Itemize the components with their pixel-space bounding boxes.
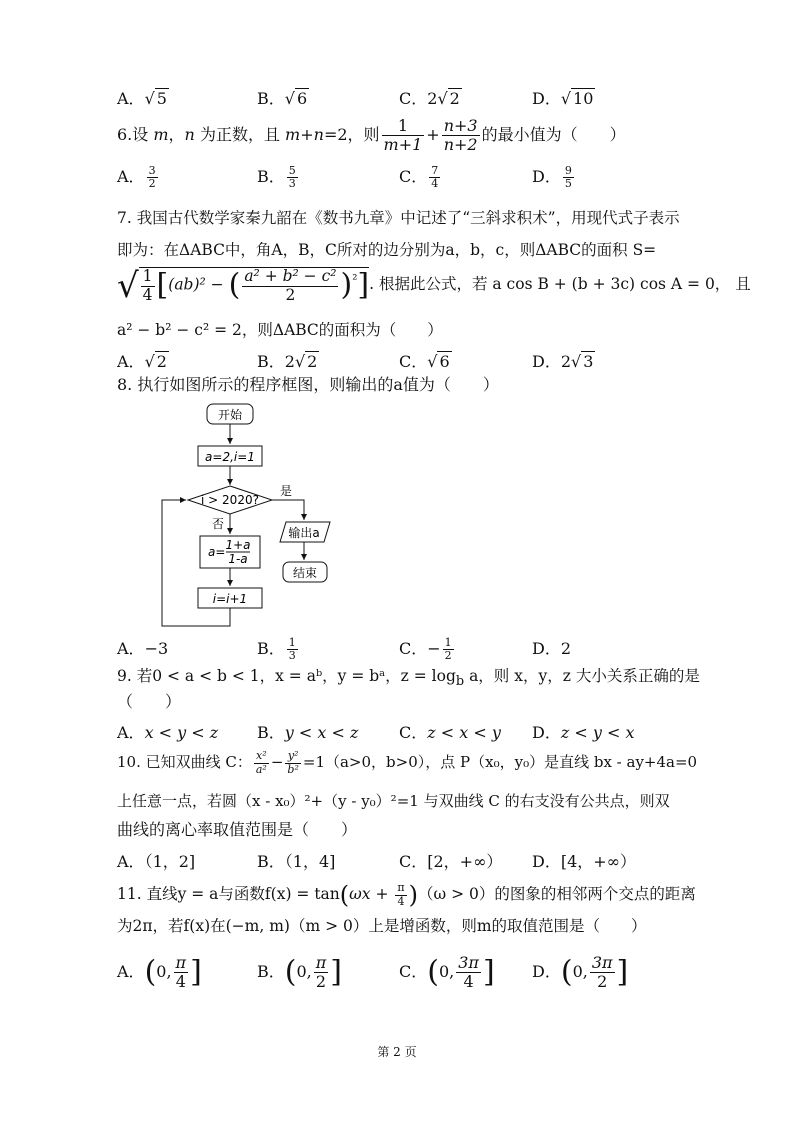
q10-option-a: A．（1，2] — [117, 852, 196, 871]
q5-option-c: C．2√ 2 — [399, 89, 460, 108]
q10-stem-3: 曲线的离心率取值范围是（ ） — [117, 820, 358, 839]
flow-start-label: 开始 — [217, 408, 243, 422]
q7-option-b: B．2√ 2 — [257, 352, 318, 371]
q6-options — [117, 164, 717, 194]
q10-options — [117, 849, 717, 873]
q9-options — [117, 720, 717, 744]
q11-option-c: C．(0, $\frac{3\pi}{4}$ ] — [399, 953, 495, 991]
q6-option-a: A． $\frac{3}{2}$ — [117, 163, 156, 190]
q9-option-b: B．y < x < z — [257, 723, 359, 742]
q9-option-d: D．z < y < x — [532, 723, 635, 742]
q6-stem: 6.设 m，n 为正数，且 m+n=2，则 $\frac{1}{m+1}$ + $\frac{n+3}{n+2}$ 的最小值为（ ） — [117, 116, 626, 154]
q7-line-2: 即为：在ΔABC中，角A，B，C所对的边分别为a，b，c，则ΔABC的面积 S= — [117, 241, 657, 259]
flow-incr-label: i=i+1 — [212, 592, 248, 606]
q7-formula: √ $\frac{1}{4}$ [(ab)² − ( $\frac{\text{a² + b² − c²}}{2}$ )$^{^2}$] — [117, 265, 370, 306]
q7-option-d: D．2√ 3 — [532, 352, 594, 371]
q7-line-1: 7. 我国古代数学家秦九韶在《数书九章》中记述了“三斜求积术”，用现代式子表示 — [117, 209, 680, 227]
page-number: 第 2 页 — [377, 1045, 417, 1059]
flow-end-label: 结束 — [292, 566, 318, 580]
q11-options — [117, 950, 717, 994]
flow-output-label: 输出a — [288, 526, 320, 540]
q9-stem-2: （ ） — [117, 692, 182, 711]
flow-assign-num: 1+a — [225, 538, 251, 552]
q5-option-a: A．√ 5 — [117, 89, 167, 108]
q8-flowchart — [150, 398, 350, 630]
q10-option-d: D．[4，+∞） — [532, 852, 637, 871]
q6-option-b: B． $\frac{5}{3}$ — [257, 163, 296, 190]
q8-stem: 8. 执行如图所示的程序框图，则输出的a值为（ ） — [117, 375, 499, 394]
q7-options — [117, 349, 717, 373]
flow-no-label: 否 — [212, 517, 225, 531]
q7-option-c: C．√ 6 — [399, 352, 450, 371]
q8-option-d: D．2 — [532, 639, 572, 658]
q5-options — [117, 86, 717, 110]
q5-option-d: D．√ 10 — [532, 89, 594, 108]
q10-stem-1: 10. 已知双曲线 C： $\frac{\text{x²}}{\text{a²}}$ − $\frac{\text{y²}}{\text{b²}}$ =1（a>0，b>0），点 P（x₀，y₀）是直线 bx - ay+4a=0 — [117, 749, 698, 776]
q11-stem-1: 11. 直线y = a与函数f(x) = tan(ωx + $\frac{\pi}{4}$ )（ω > 0）的图象的相邻两个交点的距离 — [117, 881, 696, 909]
q9-option-a: A．x < y < z — [117, 723, 219, 742]
q10-option-b: B．（1，4] — [257, 852, 336, 871]
q8-options — [117, 636, 717, 666]
q11-option-d: D．(0, $\frac{3\pi}{2}$ ] — [532, 953, 629, 991]
q8-option-b: B． $\frac{1}{3}$ — [257, 635, 296, 662]
q11-option-a: A．(0, $\frac{\pi}{4}$ ] — [117, 953, 202, 991]
q11-stem-2: 为2π，若f(x)在(−m, m)（m > 0）上是增函数，则m的取值范围是（ ） — [117, 917, 647, 935]
q10-stem-2: 上任意一点，若圆（x - x₀）²+（y - y₀）²=1 与双曲线 C 的右支没有公共点，则双 — [117, 792, 670, 810]
q7-formula-line: √ $\frac{1}{4}$ [(ab)² − ( $\frac{\text{a² + b² − c²}}{2}$ )$^{^2}$]. 根据此公式，若 a cos B + (b + 3c) cos A = 0， 且 — [117, 258, 697, 310]
flow-yes-label: 是 — [280, 484, 293, 498]
q6-option-d: D． $\frac{9}{5}$ — [532, 163, 572, 190]
flow-decision-label: i > 2020? — [201, 493, 259, 507]
q9-option-c: C．z < x < y — [399, 723, 501, 742]
q9-stem-1: 9. 若0 < a < b < 1，x = aᵇ，y = bᵃ，$z = \log_b a$，则 x，y，z 大小关系正确的是 — [117, 667, 700, 690]
q10-option-c: C．[2，+∞） — [399, 852, 503, 871]
flow-assign-den: 1-a — [228, 552, 248, 566]
q8-option-a: A．−3 — [117, 639, 169, 658]
flow-init-label: a=2,i=1 — [205, 450, 255, 464]
q6-option-c: C． $\frac{7}{4}$ — [399, 163, 439, 190]
q8-option-c: C．− $\frac{1}{2}$ — [399, 635, 452, 662]
q11-option-b: B．(0, $\frac{\pi}{2}$ ] — [257, 953, 342, 991]
q7-option-a: A．√ 2 — [117, 352, 167, 371]
q7-line-4: a² − b² − c² = 2，则ΔABC的面积为（ ） — [117, 321, 443, 339]
flow-assign-lhs: a= — [208, 545, 226, 559]
q5-option-b: B．√ 6 — [257, 89, 308, 108]
